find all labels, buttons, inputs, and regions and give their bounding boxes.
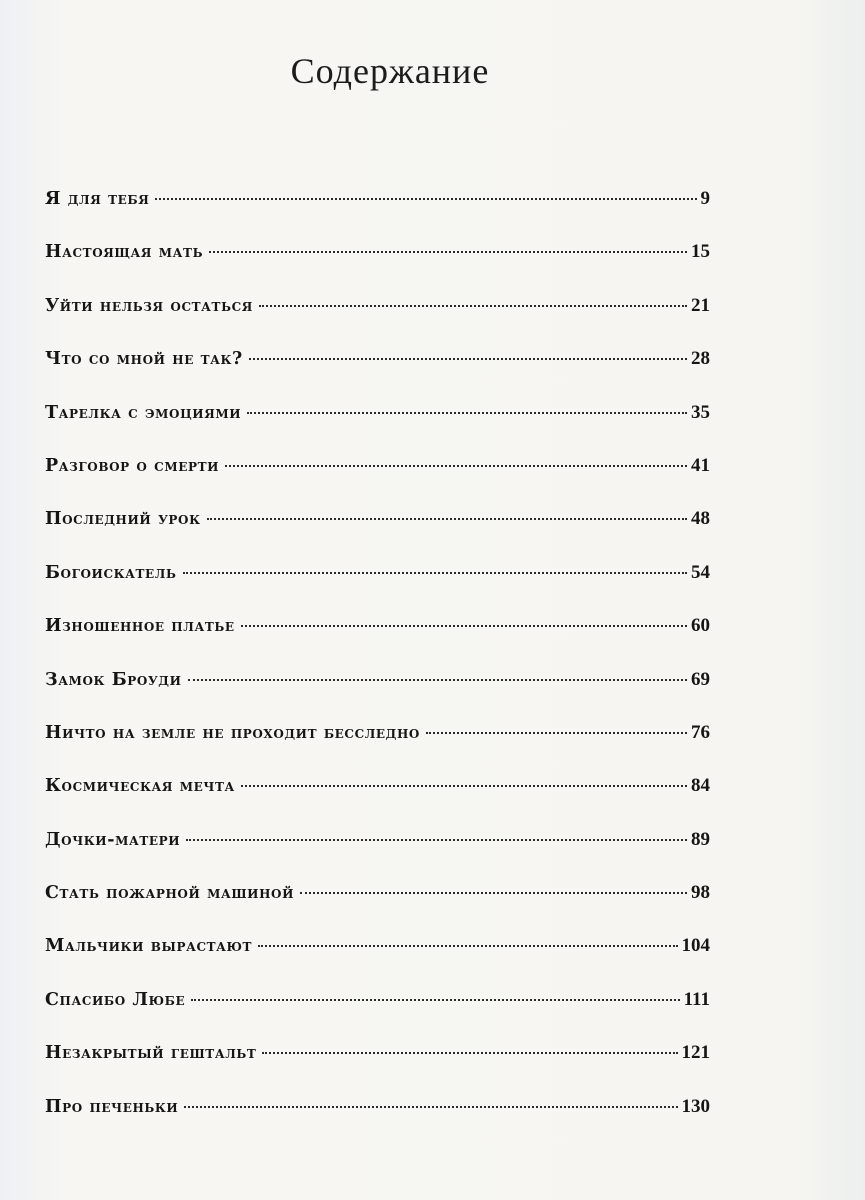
toc-entry-title: Про печеньки <box>45 1096 179 1117</box>
toc-entry <box>45 935 710 988</box>
toc-entry-title: Спасибо Любе <box>45 989 186 1010</box>
dot-leader <box>188 679 687 681</box>
dot-leader <box>241 785 687 787</box>
toc-entry-title: Что со мной не так? <box>45 349 243 370</box>
toc-entry <box>45 882 710 935</box>
toc-entry-title: Богоискатель <box>45 562 177 583</box>
toc-entry <box>45 1096 710 1149</box>
toc-page-number: 48 <box>691 508 710 530</box>
toc-entry-title: Уйти нельзя остаться <box>45 295 253 316</box>
toc-page-number: 98 <box>691 882 710 904</box>
dot-leader <box>426 732 687 734</box>
toc-entry-title: Разговор о смерти <box>45 455 220 476</box>
toc-entry-title: Я для тебя <box>45 189 150 209</box>
toc-entry <box>45 615 710 668</box>
toc-page-number: 41 <box>691 454 710 476</box>
toc-page-number: 76 <box>691 721 710 743</box>
toc-page-number: 111 <box>683 988 710 1010</box>
toc-entry <box>45 669 710 722</box>
toc-page-number: 89 <box>691 828 710 850</box>
toc-entry <box>45 1042 710 1095</box>
toc-entry <box>45 295 710 348</box>
toc-page-number: 104 <box>681 935 710 957</box>
toc-page-number: 35 <box>691 401 710 423</box>
toc-entry-title: Последний урок <box>45 509 201 530</box>
toc-entry-title: Мальчики вырастают <box>45 936 253 957</box>
toc-entry-title: Ничто на земле не проходит бесследно <box>45 722 420 743</box>
toc-entry <box>45 989 710 1042</box>
toc-entry <box>45 455 710 508</box>
toc-page-number: 84 <box>691 775 710 797</box>
toc-entry <box>45 508 710 561</box>
toc-entry <box>45 241 710 294</box>
toc-entry <box>45 829 710 882</box>
dot-leader <box>247 412 687 414</box>
toc-page-number: 15 <box>691 241 710 263</box>
page-title: Содержание <box>290 51 490 91</box>
dot-leader <box>191 999 679 1001</box>
dot-leader <box>300 892 687 894</box>
dot-leader <box>259 305 687 307</box>
toc-entry <box>45 348 710 401</box>
dot-leader <box>262 1052 677 1054</box>
dot-leader <box>209 251 687 253</box>
toc-page-number: 60 <box>691 615 710 637</box>
toc-page-number: 69 <box>691 668 710 690</box>
toc-entry-title: Замок Броуди <box>45 669 182 690</box>
toc-page-number: 9 <box>700 188 710 209</box>
dot-leader <box>225 465 687 467</box>
dot-leader <box>183 572 687 574</box>
toc-entry <box>45 188 710 241</box>
dot-leader <box>155 198 696 200</box>
toc-page-number: 28 <box>691 348 710 370</box>
dot-leader <box>249 358 687 360</box>
toc-entry-title: Изношенное платье <box>45 616 235 637</box>
toc-page-number: 54 <box>691 561 710 583</box>
toc-page-number: 21 <box>691 294 710 316</box>
toc-entry-title: Настоящая мать <box>45 242 204 263</box>
dot-leader <box>184 1106 677 1108</box>
toc-entry-title: Космическая мечта <box>45 776 235 797</box>
toc-entry <box>45 722 710 775</box>
table-of-contents <box>45 188 710 1149</box>
toc-entry <box>45 562 710 615</box>
toc-entry <box>45 402 710 455</box>
toc-entry <box>45 775 710 828</box>
toc-page-number: 121 <box>681 1042 710 1064</box>
dot-leader <box>258 945 677 947</box>
toc-entry-title: Стать пожарной машиной <box>45 883 295 904</box>
toc-entry-title: Тарелка с эмоциями <box>45 402 242 423</box>
dot-leader <box>207 518 687 520</box>
toc-page-number: 130 <box>681 1095 710 1117</box>
toc-entry-title: Незакрытый гештальт <box>45 1043 257 1064</box>
toc-entry-title: Дочки-матери <box>45 829 181 850</box>
dot-leader <box>241 625 687 627</box>
dot-leader <box>186 839 687 841</box>
